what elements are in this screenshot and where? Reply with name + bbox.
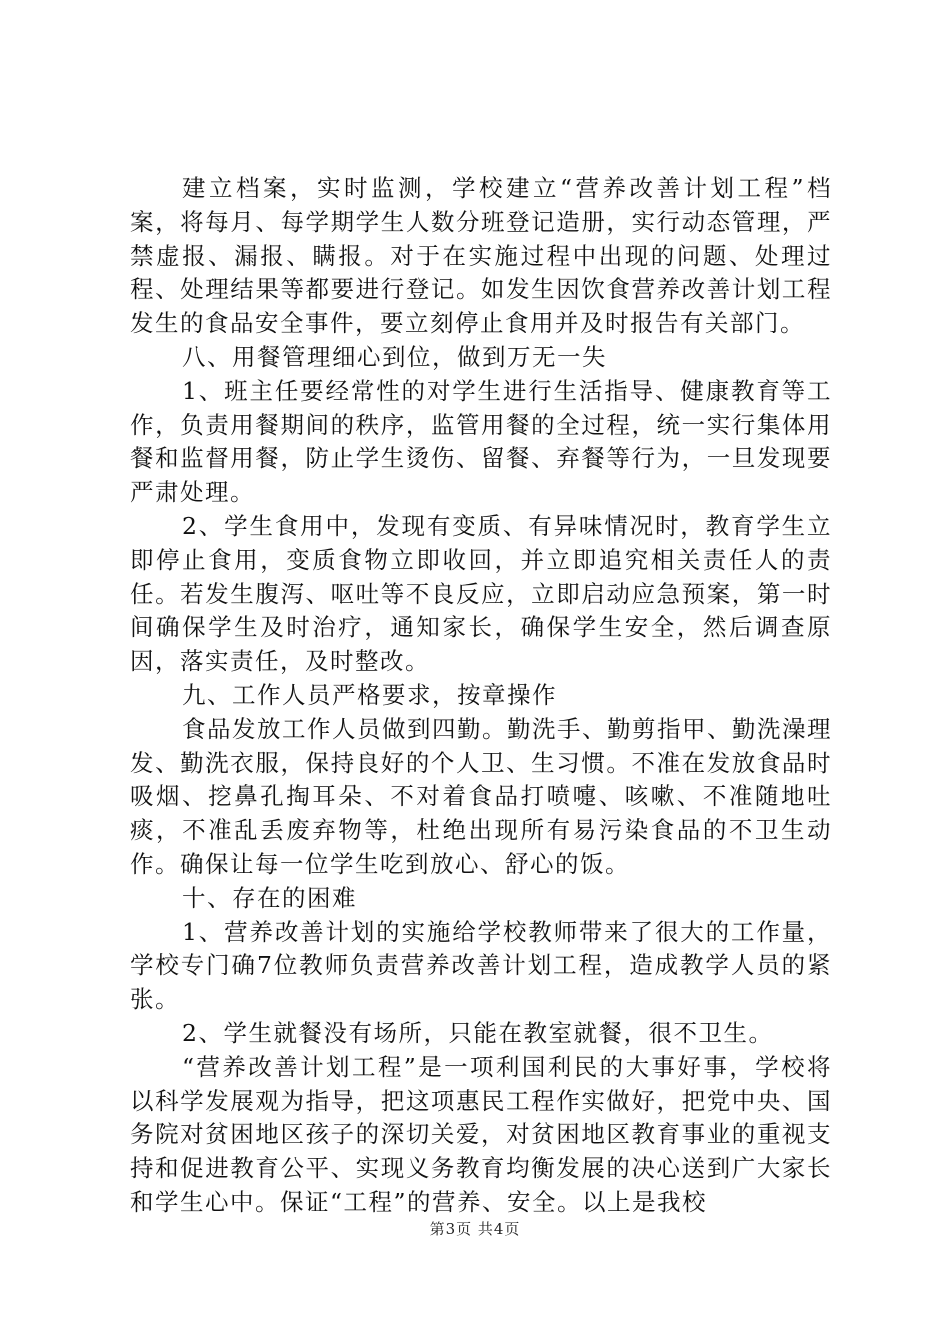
section-heading-8: 八、用餐管理细心到位，做到万无一失 (182, 342, 607, 371)
paragraph-conclusion: “营养改善计划工程”是一项利国利民的大事好事，学校将以科学发展观为指导，把这项惠民工程作实做好，把党中央、国务院对贫困地区孩子的深切关爱，对贫困地区教育事业的重视支持和促进教育公平、实现义务教育均衡发展的决心送到广大家长和学生心中。保证“工程”的营养、安全。以上是我校 (130, 1052, 832, 1216)
page-number-footer: 第3页 共4页 (429, 1220, 521, 1238)
paragraph-8-1: 1、班主任要经常性的对学生进行生活指导、健康教育等工作，负责用餐期间的秩序，监管用餐的全过程，统一实行集体用餐和监督用餐，防止学生烫伤、留餐、弃餐等行为，一旦发现要严肃处理。 (130, 376, 832, 507)
paragraph-archive: 建立档案，实时监测，学校建立“营养改善计划工程”档案，将每月、每学期学生人数分班登记造册，实行动态管理，严禁虚报、漏报、瞒报。对于在实施过程中出现的问题、处理过程、处理结果等都要进行登记。如发生因饮食营养改善计划工程发生的食品安全事件，要立刻停止食用并及时报告有关部门。 (130, 174, 832, 338)
paragraph-10-1: 1、营养改善计划的实施给学校教师带来了很大的工作量，学校专门确7位教师负责营养改善计划工程，造成教学人员的紧张。 (130, 917, 832, 1014)
section-heading-10: 十、存在的困难 (182, 883, 357, 912)
paragraph-10-2: 2、学生就餐没有场所，只能在教室就餐，很不卫生。 (182, 1018, 774, 1047)
paragraph-9: 食品发放工作人员做到四勤。勤洗手、勤剪指甲、勤洗澡理发、勤洗衣服，保持良好的个人卫、生习惯。不准在发放食品时吸烟、挖鼻孔掏耳朵、不对着食品打喷嚏、咳嗽、不准随地吐痰，不准乱丢废弃物等，杜绝出现所有易污染食品的不卫生动作。确保让每一位学生吃到放心、舒心的饭。 (130, 714, 832, 878)
section-heading-9: 九、工作人员严格要求，按章操作 (182, 680, 557, 709)
paragraph-8-2: 2、学生食用中，发现有变质、有异味情况时，教育学生立即停止食用，变质食物立即收回，并立即追究相关责任人的责任。若发生腹泻、呕吐等不良反应，立即启动应急预案，第一时间确保学生及时治疗，通知家长，确保学生安全，然后调查原因，落实责任，及时整改。 (130, 511, 832, 676)
document-body (130, 172, 832, 1220)
